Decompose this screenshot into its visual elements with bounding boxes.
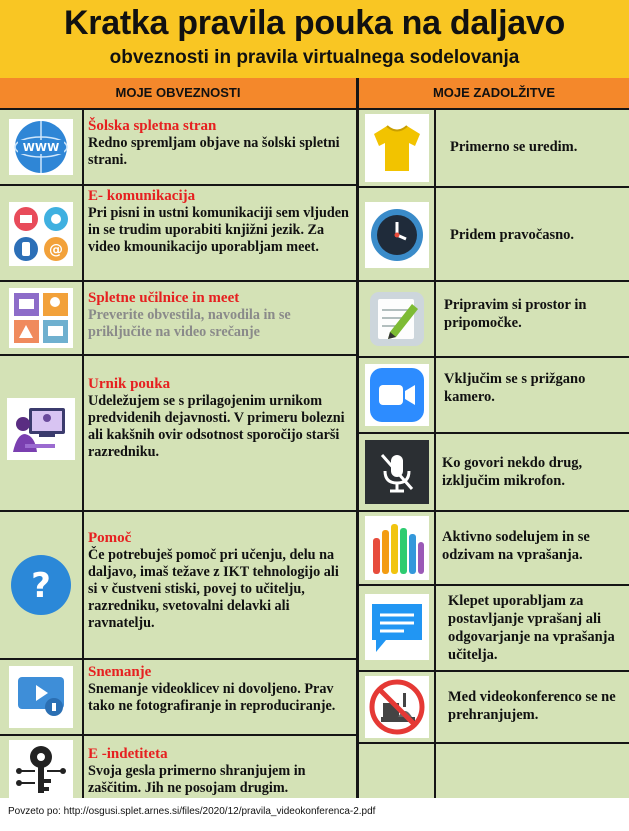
zadolzitev-text: Ko govori nekdo drug, izključim mikrofon. (442, 455, 583, 489)
obveznost-text: Redno spremljam objave na šolski spletni strani. (88, 135, 340, 168)
obveznost-heading: Šolska spletna stran (88, 118, 217, 134)
zadolzitev-icon-cell (359, 586, 434, 670)
zadolzitev-icon-cell (359, 672, 434, 742)
zadolzitev-cell (436, 282, 629, 356)
zadolzitev-cell-empty (436, 744, 629, 798)
zadolzitev-cell (436, 586, 629, 670)
zadolzitev-icon-cell (359, 434, 434, 510)
digital-key-icon (9, 740, 73, 798)
page-title: Kratka pravila pouka na daljavo (64, 4, 565, 42)
notepad-pencil-icon (365, 288, 429, 350)
video-recording-icon (9, 666, 73, 728)
obveznost-heading: Urnik pouka (88, 376, 171, 392)
obveznost-identiteta (84, 736, 356, 798)
column-header-obveznosti: MOJE OBVEZNOSTI (0, 78, 356, 108)
zadolzitev-icon-cell (359, 358, 434, 432)
obveznost-text: Udeležujem se s prilagojenim urnikom predvidenih dejavnosti. V primeru bolezni ali kakšnih ovir odsotnost sporočijo starši razredniku. (88, 393, 345, 460)
obveznost-snemanje (84, 660, 356, 734)
zadolzitev-text: Aktivno sodelujem in se odzivam na vprašanja. (442, 529, 590, 563)
obveznost-heading: Pomoč (88, 530, 132, 546)
zadolzitev-text: Pripravim si prostor in pripomočke. (444, 297, 587, 331)
obveznost-text: Pri pisni in ustni komunikaciji sem vljuden in se trudim uporabiti knjižni jezik. Za video kmounikacijo uporabljam meet. (88, 205, 349, 255)
zadolzitev-icon-cell (359, 282, 434, 356)
zadolzitev-icon-cell (359, 512, 434, 584)
zadolzitev-cell (436, 358, 629, 432)
obveznost-sola (84, 110, 356, 184)
tshirt-icon (365, 114, 429, 182)
zadolzitev-text: Pridem pravočasno. (450, 227, 575, 243)
obveznost-pomoc (84, 512, 356, 658)
obveznost-text: Snemanje videoklicev ni dovoljeno. Prav tako ne fotografiranje in reproduciranje. (88, 681, 336, 714)
www-globe-icon (9, 119, 73, 175)
svg-text:WWW: WWW (22, 141, 60, 154)
source-footer: Povzeto po: http://osgusi.splet.arnes.si/files/2020/12/pravila_videokonferenca-2.pdf (8, 806, 376, 817)
online-classroom-icon (9, 288, 73, 348)
zadolzitev-cell (436, 110, 629, 186)
column-header-zadolzitve: MOJE ZADOLŽITVE (359, 78, 629, 108)
svg-text:?: ? (31, 566, 51, 606)
communication-apps-icon (9, 202, 73, 266)
zadolzitev-cell (436, 672, 629, 742)
online-lesson-icon (7, 398, 75, 460)
page-subtitle: obveznosti in pravila virtualnega sodelovanja (109, 47, 520, 68)
obveznost-heading: Snemanje (88, 664, 152, 680)
obveznost-icon-cell (0, 660, 82, 734)
obveznost-icon-cell (0, 736, 82, 798)
zadolzitev-icon-cell (359, 110, 434, 186)
obveznost-heading: E- komunikacija (88, 188, 196, 204)
zadolzitev-text: Klepet uporabljam za postavljanje vprašanj ali odgovarjanje na vprašanja učitelja. (448, 593, 615, 663)
obveznost-icon-cell (0, 186, 82, 280)
video-camera-icon (365, 364, 429, 426)
obveznost-urnik (84, 356, 356, 510)
clock-icon (365, 202, 429, 268)
no-food-icon (365, 676, 429, 738)
obveznost-icon-cell (0, 282, 82, 354)
obveznost-text: Svoja gesla primerno shranjujem in zaščitim. Jih ne posojam drugim. (88, 763, 306, 796)
zadolzitev-icon-cell (359, 744, 434, 798)
zadolzitev-icon-cell (359, 188, 434, 280)
obveznost-text: Če potrebuješ pomoč pri učenju, delu na daljavo, imaš težave z IKT tehnologijo ali si v čustveni stiski, povej to učitelju, razredniku, svetovalni delavki ali ravnatelju. (88, 547, 339, 631)
zadolzitev-text: Med videokonferenco se ne prehranjujem. (448, 689, 616, 723)
obveznost-icon-cell (0, 356, 82, 510)
obveznost-icon-cell (0, 512, 82, 658)
column-divider (356, 78, 359, 108)
obveznost-heading: Spletne učilnice in meet (88, 290, 240, 306)
zadolzitev-text: Vključim se s prižgano kamero. (444, 371, 586, 405)
muted-microphone-icon (365, 440, 429, 504)
obveznost-ucilnice (84, 282, 356, 354)
question-icon (10, 554, 72, 616)
zadolzitev-cell (436, 434, 629, 510)
obveznost-text: Preverite obvestila, navodila in se priključite na video srečanje (88, 307, 291, 340)
obveznost-komunikacija (84, 186, 356, 280)
obveznost-icon-cell (0, 110, 82, 184)
svg-text:@: @ (49, 242, 63, 258)
obveznost-heading: E -indetiteta (88, 746, 168, 762)
chat-icon (365, 594, 429, 660)
rules-table (0, 108, 629, 798)
zadolzitev-text: Primerno se uredim. (450, 139, 578, 155)
zadolzitev-cell (436, 188, 629, 280)
zadolzitev-cell (436, 512, 629, 584)
raised-hands-icon (365, 516, 429, 580)
